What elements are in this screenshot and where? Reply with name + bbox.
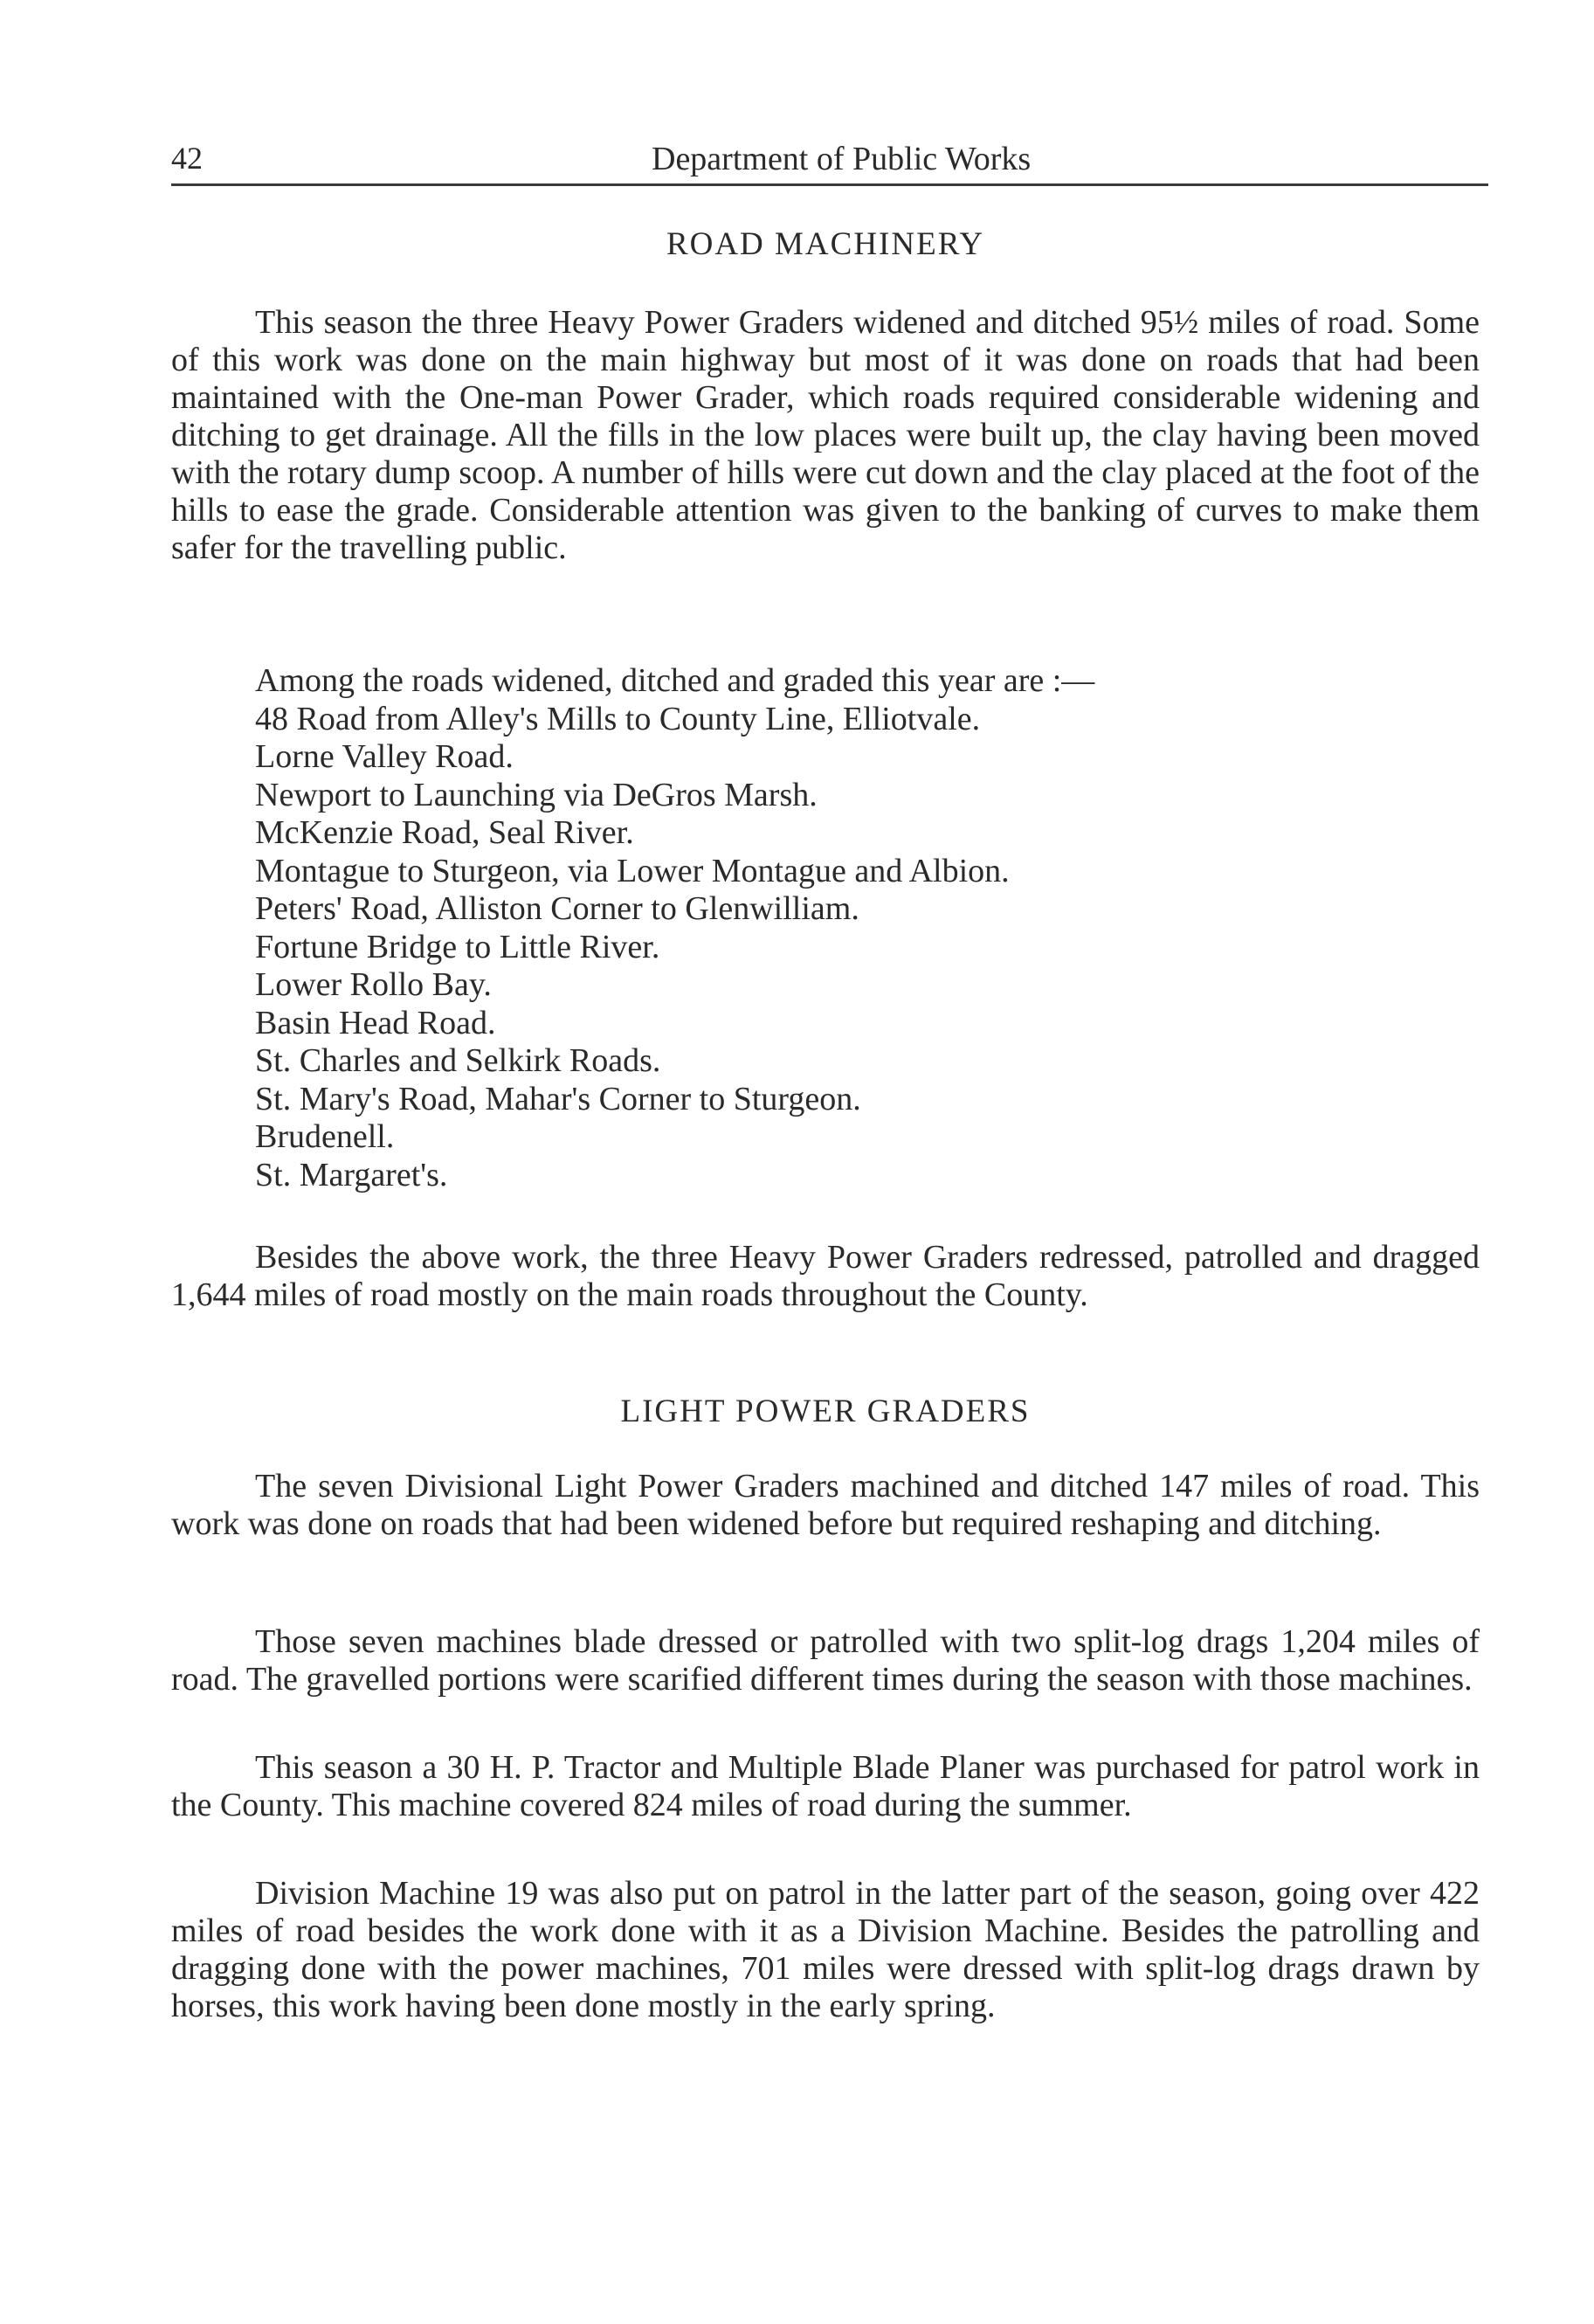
list-item: St. Margaret's. [255, 1156, 448, 1193]
road-machinery-intro-paragraph: This season the three Heavy Power Graders widened and ditched 95½ miles of road. Some of this work was done on the main highway but most of it was done on roads that had been maintained with the One-man Power Grader, which roads required considerable widening and ditching to get drainage. All the fills in the low places were built up, the clay having been moved with the rotary dump scoop. A number of hills were cut down and the clay placed at the foot of the hills to ease the grade. Considerable attention was given to the banking of curves to make them safer for the travelling public. [171, 304, 1480, 566]
list-item: St. Mary's Road, Mahar's Corner to Sturgeon. [255, 1080, 861, 1117]
list-item: Brudenell. [255, 1118, 395, 1155]
roads-block [255, 662, 1478, 1194]
light-graders-paragraph: Those seven machines blade dressed or patrolled with two split-log drags 1,204 miles of road. The gravelled portions were scarified different times during the season with those machines. [171, 1623, 1480, 1698]
light-graders-paragraph: Division Machine 19 was also put on patrol in the latter part of the season, going over 422 miles of road besides the work done with it as a Division Machine. Besides the patrolling and dragging done with the power machines, 701 miles were dressed with split-log drags drawn by horses, this work having been done mostly in the early spring. [171, 1875, 1480, 2024]
list-item: Montague to Sturgeon, via Lower Montague and Albion. [255, 852, 1010, 889]
list-item: Lower Rollo Bay. [255, 966, 492, 1003]
list-item: Newport to Launching via DeGros Marsh. [255, 776, 818, 813]
road-list [255, 701, 1478, 1195]
list-item: St. Charles and Selkirk Roads. [255, 1042, 661, 1079]
page-number: 42 [171, 141, 203, 176]
section-heading-light-power-graders: LIGHT POWER GRADERS [620, 1394, 1031, 1429]
list-item: McKenzie Road, Seal River. [255, 814, 634, 851]
road-machinery-closing-paragraph: Besides the above work, the three Heavy Power Graders redressed, patrolled and dragged 1,644 miles of road mostly on the main roads throughout the County. [171, 1239, 1480, 1313]
light-graders-paragraph: The seven Divisional Light Power Graders machined and ditched 147 miles of road. This work was done on roads that had been widened before but required reshaping and ditching. [171, 1468, 1480, 1542]
light-graders-paragraph: This season a 30 H. P. Tractor and Multiple Blade Planer was purchased for patrol work in the County. This machine covered 824 miles of road during the summer. [171, 1749, 1480, 1823]
roads-intro: Among the roads widened, ditched and graded this year are :— [255, 662, 1095, 699]
running-title: Department of Public Works [652, 141, 1032, 177]
header-rule [171, 183, 1488, 186]
list-item: 48 Road from Alley's Mills to County Line, Elliotvale. [255, 700, 981, 737]
list-item: Basin Head Road. [255, 1004, 496, 1041]
list-item: Fortune Bridge to Little River. [255, 928, 660, 965]
list-item: Lorne Valley Road. [255, 738, 514, 775]
section-heading-road-machinery: ROAD MACHINERY [666, 226, 985, 262]
list-item: Peters' Road, Alliston Corner to Glenwilliam. [255, 890, 859, 927]
